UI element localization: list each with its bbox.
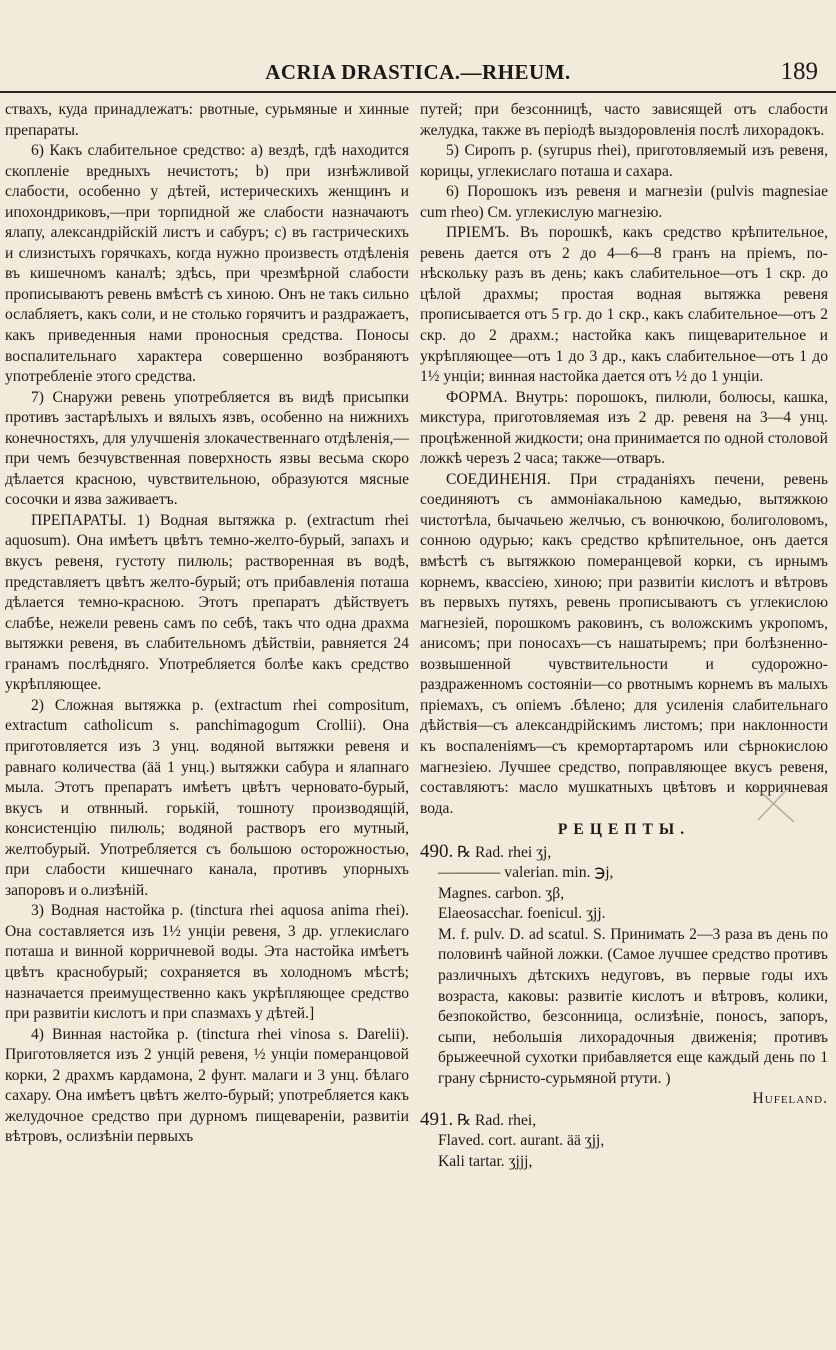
paragraph-combinations: СОЕДИНЕНІЯ. При страданіяхъ печени, ревень соединяютъ съ аммоніакальною камедью, вытяжкою чистотѣла, бычачьею желчью, съ вонючкою, болиголовомъ, сонною одурью; какъ средство крѣпительное, онъ дается вмѣстѣ съ вытяжкою померанцевой корки, съ ирнымъ корнемъ, квассіею, хиною; при развитіи кислотъ и вѣтровъ въ первыхъ путяхъ, ревень прописываютъ съ углекислою магнезіей, порошкомъ раковинъ, съ воложскимъ укропомъ, анисомъ; при поносахъ—съ нашатыремъ; при болѣзненно-возвышенной чувствительности и судорожно-раздраженномъ состояніи—со рвотнымъ корнемъ въ малыхъ пріемахъ, съ опіемъ .бѣлено; для усиленія слабительнаго дѣйствія—съ александрійскимъ листомъ; при наклонности къ воспаленіямъ—съ кремортартаромъ или сѣрнокислою магнезіею. Лучшее средство, поправляющее вкусъ ревеня, составляютъ: масло мушкатныхъ цвѣтовъ и корричневая вода.: [420, 470, 828, 817]
recipes-heading: РЕЦЕПТЫ.: [557, 821, 691, 839]
page-number: 189: [780, 58, 818, 85]
paragraph-syrup: 5) Сиропъ р. (syrupus rhei), приготовляемый изъ ревеня, корицы, углекислаго поташа и сахара.: [420, 142, 828, 180]
paragraph-powder: 6) Порошокъ изъ ревеня и магнезіи (pulvis magnesiae cum rheo) См. углекислую магнезію.: [420, 183, 828, 221]
recipe-ingredient: Magnes. carbon. ʒβ,: [438, 884, 565, 902]
recipe-ingredient: ℞ Rad. rhei,: [457, 1111, 537, 1129]
recipe-ingredient: ———— valerian. min. ℈j,: [438, 864, 614, 882]
recipe-number: 491.: [420, 1108, 454, 1130]
recipe-ingredient: Elaeosacchar. foenicul. ʒjj.: [438, 905, 606, 923]
recipe-instructions: M. f. pulv. D. ad scatul. S. Принимать 2—3 раза въ день по половинѣ чайной ложки. (Самое лучшее средство противъ различныхъ дѣтскихъ недуговъ, въ первые годы ихъ возраста, каковы: развитіе кислотъ и вѣтровъ, колики, безпокойство, безсонница, ослизѣніе, поносъ, запоръ, сыпи, небольшія лихорадочныя движенія; противъ брыжеечной сухотки прибавляется еще каждый день по 1 грану сѣрнисто-сурьмяной ртути. ): [438, 925, 828, 1087]
paragraph-continuation: ствахъ, куда принадлежатъ: рвотные, сурьмяные и хинные препараты.: [5, 101, 409, 139]
page-header: [0, 58, 836, 94]
paragraph-external-use: 7) Снаружи ревень употребляется въ видѣ присыпки противъ застарѣлыхъ и вялыхъ язвъ, особенно на нижнихъ конечностяхъ, для улучшенія злокачественнаго отдѣленія,—при чемъ безчувственная поверхность язвы весьма скоро дѣлается красною, чувствительною, образуются мясные сосочки и язва заживаетъ.: [5, 388, 409, 509]
recipe-ingredient: Flaved. cort. aurant. ää ʒjj,: [438, 1132, 605, 1150]
paragraph-laxative-use: 6) Какъ слабительное средство: a) вездѣ, гдѣ находится скопленіе вредныхъ нечистотъ; b) при изнѣжливой слабости, особенно у дѣтей, истерическихъ женщинъ и ипохондриковъ,—при торпидной же слабости назначаютъ ялапу, александрійскій листъ и сабуръ; c) въ гастрическихъ и слизистыхъ горячкахъ, когда нужно произвесть отдѣленія въ кишечномъ каналѣ; здѣсь, при чрезмѣрной слабости прописываютъ ревень вмѣстѣ съ хиною. Онъ не такъ сильно ослабляетъ, какъ соли, и не столько горячитъ и раздражаетъ, какъ приведенныя нами проносныя средства. Поносы воспалительнаго характера совершенно возбраняютъ употребленіе этого средства.: [5, 142, 409, 386]
recipe-490: [420, 842, 828, 1110]
paragraph-preparations: ПРЕПАРАТЫ. 1) Водная вытяжка р. (extractum rhei aquosum). Она имѣетъ цвѣтъ темно-желто-бурый, запахъ и вкусъ ревеня, густоту пилюль; растворенная въ водѣ, представляетъ цвѣтъ желто-бурый; отъ прибавленія поташа дѣлается темно-красною. Этотъ препаратъ дѣйствуетъ слабѣе, нежели ревень самъ по себѣ, такъ что одна драхма вытяжки ревеня, въ слабительномъ дѣйствіи, равняется 24 гранамъ послѣдняго. Употребляется болѣе какъ средство укрѣпляющее.: [5, 511, 409, 694]
running-title: ACRIA DRASTICA.—RHEUM.: [265, 60, 571, 84]
recipe-line: [420, 842, 828, 864]
right-column: [420, 100, 828, 1172]
paragraph-compound-extract: 2) Сложная вытяжка р. (extractum rhei compositum, extractum catholicum s. panchimagogum Crollii). Она приготовляется изъ 3 унц. водяной вытяжки ревеня и равнаго количества (ää 1 унц.) вытяжки сабура и ялапнаго мыла. Этотъ препаратъ имѣетъ цвѣтъ черновато-бурый, вкусъ и отвнный. горькій, тошноту производящій, консистенцію пилюль; водяной растворъ его мутный, желтобурый. Употребляется съ большою осторожностью, при слабости кишечнаго канала, противъ упорныхъ запоровъ и о.лизѣній.: [5, 696, 409, 899]
recipe-line: [420, 1110, 828, 1132]
recipe-author: Hufeland.: [752, 1090, 828, 1108]
header-rule: [0, 91, 836, 93]
recipe-ingredient: Kali tartar. ʒjjj,: [438, 1152, 533, 1170]
paragraph-continuation-right: путей; при безсонницѣ, часто зависящей отъ слабости желудка, также въ періодѣ выздоровленія послѣ лихорадокъ.: [420, 101, 828, 139]
paragraph-dosage: ПРІЕМЪ. Въ порошкѣ, какъ средство крѣпительное, ревень дается отъ 2 до 4—6—8 гранъ на пріемъ, по-нѣскольку разъ въ день; какъ слабительное—отъ 1 скр. до цѣлой драхмы; простая водная вытяжка ревеня прописывается отъ 5 гр. до 1 скр., какъ слабительное—отъ 2 скр. до 2 драхм.; настойка какъ пищеварительное и укрѣпляющее—отъ 1 до 3 др., какъ слабительное—отъ 1 до 1½ унціи; винная настойка дается отъ ½ до 1 унціи.: [420, 224, 828, 386]
pencil-cross-mark: [748, 778, 802, 828]
paragraph-form: ФОРМА. Внутрь: порошокъ, пилюли, болюсы, кашка, микстура, приготовляемая изъ 2 др. ревеня на 3—4 унц. процѣженной жидкости; она принимается по одной столовой ложкѣ черезъ 2 часа; также—отваръ.: [420, 388, 828, 468]
paragraph-wine-tincture: 4) Винная настойка р. (tinctura rhei vinosa s. Darelii). Приготовляется изъ 2 унцій ревеня, ½ унціи померанцовой корки, 2 драхмъ кардамона, 2 фунт. малаги и 3 унц. бѣлаго сахару. Она имѣетъ цвѣтъ желто-бурый; употребляется какъ желудочное средство при дурномъ пищевареніи, развитіи вѣтровъ, ослизѣніи первыхъ: [5, 1025, 409, 1146]
recipe-ingredient: ℞ Rad. rhei ʒj,: [457, 843, 552, 861]
recipe-number: 490.: [420, 840, 454, 862]
paragraph-aqueous-tincture: 3) Водная настойка р. (tinctura rhei aquosa anima rhei). Она составляется изъ 1½ унціи ревеня, 3 др. углекислаго поташа и винной корричневой воды. Эта настойка имѣетъ цвѣтъ краснобурый; сохраняется въ холодномъ мѣстѣ; назначается преимущественно какъ укрѣпляющее средство при развитіи кислотъ и при спазмахъ у дѣтей.]: [5, 902, 409, 1023]
left-column: [5, 100, 409, 1148]
recipe-491: [420, 1110, 828, 1173]
